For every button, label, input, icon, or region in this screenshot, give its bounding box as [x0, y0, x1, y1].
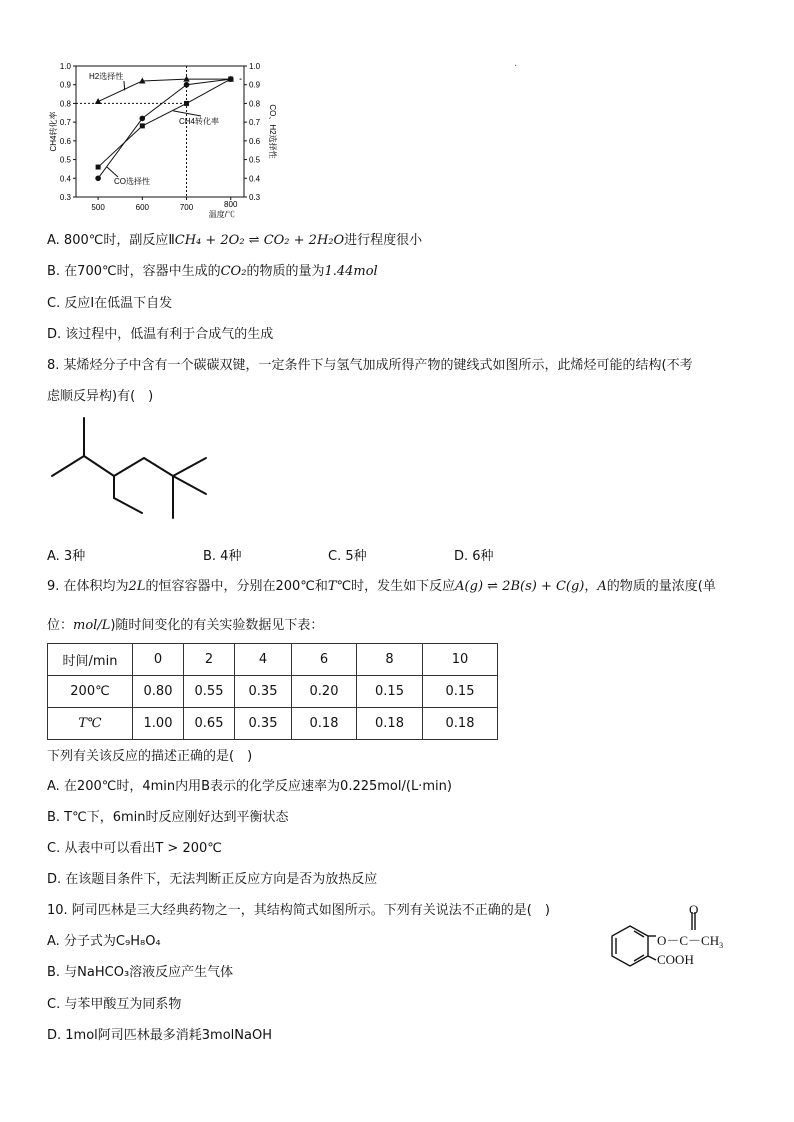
y-tick-label-right: 1.0 — [249, 62, 261, 71]
y-tick-label-right: 0.5 — [249, 155, 261, 165]
y-tick-label-left: 0.4 — [59, 174, 71, 184]
q9-data-table — [47, 643, 498, 740]
label-leader-h2 — [124, 81, 125, 90]
carbonyl-oxygen: O — [689, 902, 699, 917]
data-point-square — [96, 165, 101, 170]
table-header-cell: 10 — [423, 644, 498, 676]
data-point-triangle — [183, 76, 189, 82]
data-point-circle — [228, 76, 234, 82]
q7-option-a-text: A. 800℃时，副反应Ⅱ — [47, 233, 175, 248]
q8-option-b: B. 4种 — [203, 549, 242, 564]
y-tick-label-left: 0.5 — [59, 155, 71, 165]
y-tick-label-right: 0.7 — [249, 118, 261, 128]
y-tick-label-left: 0.3 — [59, 193, 71, 202]
q10-option-a: A. 分子式为C₉H₈O₄ — [47, 934, 161, 949]
q9-option-d: D. 在该题目条件下，无法判断正反应方向是否为放热反应 — [47, 872, 378, 887]
table-header-cell: 0 — [133, 644, 184, 676]
q8-option-c: C. 5种 — [328, 549, 367, 564]
table-cell: 0.20 — [292, 676, 357, 708]
q8-stem-line1: 8. 某烯烃分子中含有一个碳碳双键，一定条件下与氢气加成所得产物的键线式如图所示，此烯烃可能的结构(不考 — [47, 358, 693, 373]
data-point-circle — [95, 175, 101, 181]
ester-chain-text: O－C－CH — [657, 933, 720, 948]
label-leader-co — [107, 167, 118, 177]
y-tick-label-left: 1.0 — [59, 62, 71, 71]
series-line — [98, 79, 231, 178]
q9-volume: 2L — [128, 579, 146, 594]
q9-equation: A(g) ⇌ 2B(s) + C(g) — [455, 579, 585, 594]
table-cell: 0.35 — [235, 708, 292, 740]
q7-option-a-formula: CH₄ + 2O₂ ⇌ CO₂ + 2H₂O — [174, 233, 345, 248]
y-tick-label-right: 0.8 — [249, 99, 261, 109]
table-row — [48, 676, 498, 708]
q9-option-c: C. 从表中可以看出T > 200℃ — [47, 841, 222, 856]
data-point-square — [184, 101, 189, 106]
q9-stem-line2 — [47, 617, 323, 635]
q9-text-1: 9. 在体积均为 — [47, 579, 129, 594]
x-tick-label: 500 — [91, 203, 105, 212]
table-cell: 0.18 — [423, 708, 498, 740]
table-row — [48, 708, 498, 740]
table-cell: 0.35 — [235, 676, 292, 708]
q9-temp-symbol: T — [327, 579, 337, 594]
table-header-cell: 2 — [184, 644, 235, 676]
ester-chain — [657, 930, 723, 950]
label-leader-ch4 — [173, 111, 201, 116]
q7-option-b — [47, 263, 378, 281]
q7-option-a-text-end: 进行程度很小 — [344, 233, 423, 248]
table-header-cell: 时间/min — [48, 644, 133, 676]
q9-text-5: 的物质的量浓度(单 — [606, 579, 716, 594]
data-point-circle — [184, 82, 190, 88]
table-row-label: 200℃ — [48, 676, 133, 708]
q7-option-b-text-mid: 的物质的量为 — [246, 264, 325, 279]
q7-option-b-text: B. 在700℃时，容器中生成的 — [47, 264, 221, 279]
q10-option-b: B. 与NaHCO₃溶液反应产生气体 — [47, 965, 234, 980]
q9-text-3: ℃时，发生如下反应 — [336, 579, 456, 594]
x-axis-label-top: 800 — [224, 200, 238, 209]
q8-option-a: A. 3种 — [47, 549, 86, 564]
q9-option-b: B. T℃下，6min时反应刚好达到平衡状态 — [47, 810, 289, 825]
series-label-h2: H2选择性 — [89, 72, 124, 81]
table-cell: 0.80 — [133, 676, 184, 708]
table-cell: 0.55 — [184, 676, 235, 708]
aspirin-structure — [610, 900, 760, 972]
q7-option-a — [47, 232, 422, 250]
ester-chain-subscript: 3 — [719, 941, 724, 950]
table-cell: 1.00 — [133, 708, 184, 740]
table-cell: 0.15 — [423, 676, 498, 708]
series-label-ch4: CH4转化率 — [179, 117, 220, 126]
table-header-row — [48, 644, 498, 676]
data-point-square — [140, 123, 145, 128]
table-cell: 0.15 — [357, 676, 423, 708]
x-tick-label: 600 — [135, 203, 149, 212]
q7-option-d: D. 该过程中，低温有利于合成气的生成 — [47, 327, 274, 342]
q7-option-b-formula: CO₂ — [220, 264, 247, 279]
q9-option-a: A. 在200℃时，4min内用B表示的化学反应速率为0.225mol/(L·min) — [47, 779, 452, 794]
x-axis-label: 温度/℃ — [208, 210, 236, 219]
y-tick-label-right: 0.9 — [249, 80, 261, 90]
y-tick-label-left: 0.7 — [59, 118, 71, 128]
q9-stem-line1 — [47, 578, 716, 596]
q9-text-6: 位： — [47, 618, 74, 633]
table-cell: 0.18 — [292, 708, 357, 740]
q9-text-2: 的恒容容器中，分别在200℃和 — [145, 579, 328, 594]
left-axis-title: CH4转化率 — [49, 111, 58, 152]
q9-text-7: )随时间变化的有关实验数据见下表： — [110, 618, 324, 633]
q7-option-c: C. 反应Ⅰ在低温下自发 — [47, 296, 173, 311]
q10-stem: 10. 阿司匹林是三大经典药物之一，其结构简式如图所示。下列有关说法不正确的是( ) — [47, 903, 550, 918]
q7-option-b-value: 1.44mol — [324, 264, 378, 279]
y-tick-label-left: 0.8 — [59, 99, 71, 109]
q9-species-a: A — [597, 579, 607, 594]
q10-option-d: D. 1mol阿司匹林最多消耗3molNaOH — [47, 1028, 272, 1043]
q8-stem-line2: 虑顺反异构)有( ) — [47, 389, 154, 404]
q9-text-4: ， — [584, 579, 598, 594]
table-header-cell: 6 — [292, 644, 357, 676]
table-header-cell: 4 — [235, 644, 292, 676]
stray-dot: . — [514, 58, 518, 69]
y-tick-label-left: 0.9 — [59, 80, 71, 90]
y-tick-label-left: 0.6 — [59, 136, 71, 146]
x-tick-label: 700 — [179, 203, 194, 212]
q8-option-d: D. 6种 — [454, 549, 494, 564]
data-point-circle — [140, 116, 146, 122]
y-tick-label-right: 0.4 — [249, 174, 261, 184]
q9-unit: mol/L — [73, 618, 111, 633]
series-label-co: CO选择性 — [114, 177, 150, 186]
table-cell: 0.65 — [184, 708, 235, 740]
table-row-label: T℃ — [48, 708, 133, 740]
table-header-cell: 8 — [357, 644, 423, 676]
right-axis-title: CO、H2选择性 — [268, 104, 277, 159]
y-tick-label-right: 0.3 — [249, 193, 261, 202]
q10-option-c: C. 与苯甲酸互为同系物 — [47, 997, 182, 1012]
temperature-chart — [46, 58, 276, 228]
y-tick-label-right: 0.6 — [249, 136, 261, 146]
carboxyl-group: COOH — [657, 952, 694, 967]
table-cell: 0.18 — [357, 708, 423, 740]
q9-question: 下列有关该反应的描述正确的是( ) — [47, 749, 253, 764]
skeletal-formula — [46, 418, 216, 528]
